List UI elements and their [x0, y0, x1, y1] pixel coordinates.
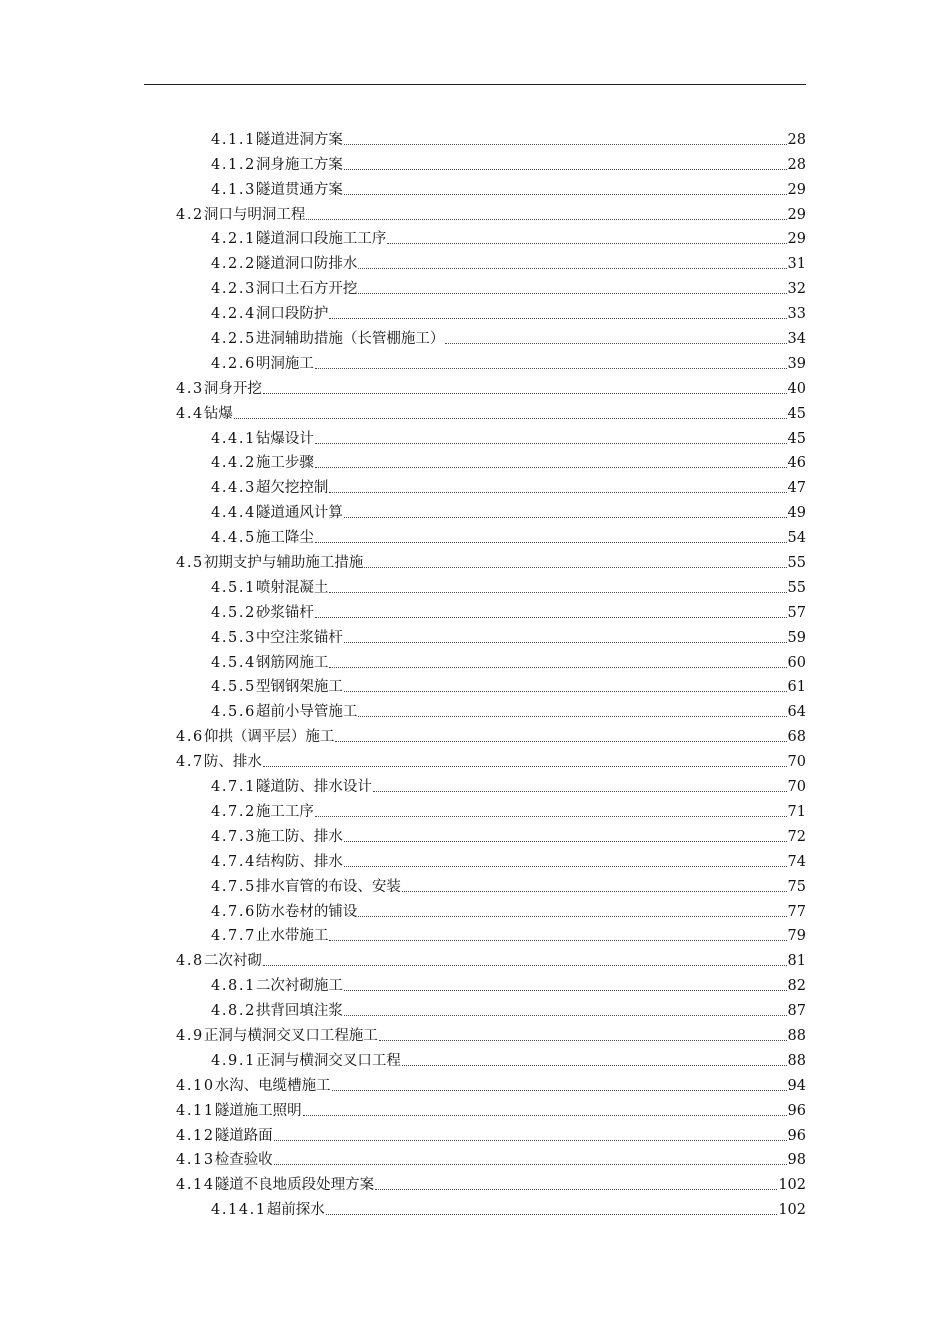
toc-entry[interactable] — [0, 746, 950, 771]
toc-entry-number: 4.1.2 — [211, 156, 256, 173]
toc-entry[interactable] — [0, 323, 950, 348]
toc-entry-number: 4.7.5 — [211, 878, 256, 895]
toc-entry[interactable] — [0, 796, 950, 821]
toc-entry-number: 4.7.4 — [211, 853, 256, 870]
toc-entry[interactable] — [0, 1095, 950, 1120]
toc-entry-number: 4.7 — [176, 754, 204, 771]
toc-entry-number: 4.7.7 — [211, 928, 256, 945]
toc-entry-number: 4.5 — [176, 555, 204, 572]
toc-entry-page: 102 — [778, 1202, 806, 1219]
toc-entry-number: 4.4.3 — [211, 480, 256, 497]
toc-entry-page: 77 — [787, 903, 806, 920]
toc-entry[interactable] — [0, 398, 950, 423]
toc-entry-page: 55 — [787, 579, 806, 596]
toc-entry-title: 超欠挖控制 — [255, 480, 329, 497]
toc-entry-title: 钻爆设计 — [255, 430, 314, 447]
toc-dot-leader — [329, 318, 786, 319]
toc-entry[interactable] — [0, 1145, 950, 1170]
toc-entry-title: 型钢钢架施工 — [255, 679, 343, 696]
toc-dot-leader — [344, 169, 787, 170]
toc-entry[interactable] — [0, 248, 950, 273]
toc-entry[interactable] — [0, 1169, 950, 1194]
toc-entry-title: 防、排水 — [203, 754, 262, 771]
toc-entry-title: 防水卷材的铺设 — [255, 903, 358, 920]
toc-entry-page: 47 — [787, 480, 806, 497]
toc-entry-number: 4.2.6 — [211, 355, 256, 372]
toc-dot-leader — [335, 741, 786, 742]
toc-entry-number: 4.9 — [176, 1027, 204, 1044]
toc-entry-number: 4.2 — [176, 206, 204, 223]
toc-entry[interactable] — [0, 597, 950, 622]
table-of-contents — [0, 124, 950, 1219]
toc-dot-leader — [329, 667, 786, 668]
toc-dot-leader — [402, 891, 787, 892]
toc-entry[interactable] — [0, 149, 950, 174]
toc-entry-page: 59 — [787, 629, 806, 646]
toc-dot-leader — [344, 144, 787, 145]
toc-entry-page: 98 — [787, 1152, 806, 1169]
toc-entry-title: 进洞辅助措施（长管棚施工） — [255, 331, 445, 348]
toc-entry-number: 4.7.1 — [211, 779, 256, 796]
toc-dot-leader — [315, 443, 787, 444]
toc-entry-title: 初期支护与辅助施工措施 — [203, 555, 364, 572]
toc-dot-leader — [358, 268, 786, 269]
toc-entry[interactable] — [0, 348, 950, 373]
toc-entry-page: 40 — [787, 380, 806, 397]
toc-entry-number: 4.1.3 — [211, 181, 256, 198]
toc-entry-number: 4.4.2 — [211, 455, 256, 472]
toc-entry-page: 29 — [787, 181, 806, 198]
toc-entry-page: 45 — [787, 405, 806, 422]
toc-entry[interactable] — [0, 224, 950, 249]
toc-entry-number: 4.2.2 — [211, 256, 256, 273]
toc-entry-page: 29 — [787, 231, 806, 248]
toc-entry-number: 4.5.6 — [211, 704, 256, 721]
toc-entry[interactable] — [0, 945, 950, 970]
toc-entry-number: 4.2.4 — [211, 306, 256, 323]
toc-entry-number: 4.5.1 — [211, 579, 256, 596]
toc-dot-leader — [344, 691, 787, 692]
toc-entry-page: 96 — [787, 1102, 806, 1119]
toc-entry[interactable] — [0, 696, 950, 721]
toc-dot-leader — [329, 592, 786, 593]
toc-dot-leader — [344, 990, 787, 991]
toc-dot-leader — [344, 194, 787, 195]
toc-entry-number: 4.9.1 — [211, 1052, 256, 1069]
toc-entry-title: 正洞与横洞交叉口工程施工 — [203, 1027, 378, 1044]
toc-entry[interactable] — [0, 1070, 950, 1095]
toc-entry[interactable] — [0, 497, 950, 522]
toc-entry-page: 29 — [787, 206, 806, 223]
toc-entry-page: 81 — [787, 953, 806, 970]
toc-entry-number: 4.8 — [176, 953, 204, 970]
toc-dot-leader — [344, 1015, 787, 1016]
toc-dot-leader — [332, 1090, 787, 1091]
toc-entry-title: 检查验收 — [214, 1152, 273, 1169]
toc-entry[interactable] — [0, 522, 950, 547]
toc-entry-page: 32 — [787, 281, 806, 298]
toc-entry-number: 4.2.1 — [211, 231, 256, 248]
toc-entry-number: 4.7.3 — [211, 828, 256, 845]
toc-dot-leader — [373, 791, 787, 792]
toc-entry[interactable] — [0, 174, 950, 199]
toc-entry-title: 隧道施工照明 — [214, 1102, 302, 1119]
toc-entry[interactable] — [0, 423, 950, 448]
toc-entry-title: 施工防、排水 — [255, 828, 343, 845]
toc-dot-leader — [274, 1164, 787, 1165]
toc-dot-leader — [364, 567, 786, 568]
toc-entry-number: 4.7.6 — [211, 903, 256, 920]
toc-entry-title: 隧道洞口防排水 — [255, 256, 358, 273]
toc-entry-title: 隧道通风计算 — [255, 505, 343, 522]
toc-entry-page: 34 — [787, 331, 806, 348]
toc-entry-page: 60 — [787, 654, 806, 671]
toc-entry[interactable] — [0, 572, 950, 597]
toc-entry[interactable] — [0, 273, 950, 298]
toc-entry-title: 拱背回填注浆 — [255, 1003, 343, 1020]
toc-entry-page: 45 — [787, 430, 806, 447]
toc-entry-title: 砂浆锚杆 — [255, 604, 314, 621]
toc-entry-number: 4.5.5 — [211, 679, 256, 696]
toc-dot-leader — [402, 1065, 787, 1066]
toc-entry[interactable] — [0, 721, 950, 746]
toc-dot-leader — [344, 866, 787, 867]
toc-entry-title: 钻爆 — [203, 405, 233, 422]
toc-entry-title: 水沟、电缆槽施工 — [214, 1077, 331, 1094]
toc-dot-leader — [263, 393, 787, 394]
header-rule — [144, 84, 806, 85]
toc-entry[interactable] — [0, 1020, 950, 1045]
toc-entry-page: 96 — [787, 1127, 806, 1144]
toc-entry[interactable] — [0, 871, 950, 896]
toc-entry-title: 施工降尘 — [255, 530, 314, 547]
toc-dot-leader — [306, 219, 786, 220]
toc-entry-title: 排水盲管的布设、安装 — [255, 878, 401, 895]
toc-entry[interactable] — [0, 970, 950, 995]
toc-entry-number: 4.14.1 — [211, 1202, 267, 1219]
toc-entry-title: 超前小导管施工 — [255, 704, 358, 721]
toc-entry[interactable] — [0, 199, 950, 224]
toc-dot-leader — [445, 343, 786, 344]
toc-entry-number: 4.10 — [176, 1077, 215, 1094]
toc-entry-page: 79 — [787, 928, 806, 945]
toc-entry-title: 隧道洞口段施工工序 — [255, 231, 387, 248]
toc-entry-page: 94 — [787, 1077, 806, 1094]
toc-entry-number: 4.11 — [176, 1102, 215, 1119]
toc-entry-title: 钢筋网施工 — [255, 654, 329, 671]
toc-entry-page: 88 — [787, 1027, 806, 1044]
toc-dot-leader — [344, 841, 787, 842]
toc-entry-number: 4.5.3 — [211, 629, 256, 646]
toc-entry-title: 二次衬砌施工 — [255, 978, 343, 995]
toc-entry-number: 4.13 — [176, 1152, 215, 1169]
toc-dot-leader — [303, 1115, 787, 1116]
toc-entry-title: 止水带施工 — [255, 928, 329, 945]
toc-entry-number: 4.2.3 — [211, 281, 256, 298]
toc-dot-leader — [315, 816, 787, 817]
toc-entry-page: 68 — [787, 729, 806, 746]
toc-entry-title: 施工步骤 — [255, 455, 314, 472]
toc-entry-page: 72 — [787, 828, 806, 845]
toc-entry-title: 中空注浆锚杆 — [255, 629, 343, 646]
toc-entry-number: 4.5.4 — [211, 654, 256, 671]
toc-entry-title: 洞口段防护 — [255, 306, 329, 323]
toc-entry[interactable] — [0, 373, 950, 398]
toc-entry-page: 55 — [787, 555, 806, 572]
toc-entry-title: 洞口土石方开挖 — [255, 281, 358, 298]
toc-dot-leader — [263, 766, 787, 767]
toc-entry-title: 洞身施工方案 — [255, 156, 343, 173]
toc-entry[interactable] — [0, 1045, 950, 1070]
toc-dot-leader — [375, 1189, 777, 1190]
toc-entry-page: 57 — [787, 604, 806, 621]
toc-entry-title: 隧道不良地质段处理方案 — [214, 1177, 375, 1194]
toc-entry-title: 超前探水 — [266, 1202, 325, 1219]
toc-entry-page: 74 — [787, 853, 806, 870]
toc-entry-title: 喷射混凝土 — [255, 579, 329, 596]
toc-entry[interactable] — [0, 298, 950, 323]
toc-dot-leader — [358, 916, 786, 917]
toc-entry[interactable] — [0, 821, 950, 846]
toc-entry[interactable] — [0, 622, 950, 647]
toc-entry-number: 4.8.2 — [211, 1003, 256, 1020]
toc-entry[interactable] — [0, 846, 950, 871]
toc-dot-leader — [326, 1214, 778, 1215]
toc-entry-title: 洞身开挖 — [203, 380, 262, 397]
toc-entry-page: 31 — [787, 256, 806, 273]
toc-entry-page: 54 — [787, 530, 806, 547]
toc-entry-page: 75 — [787, 878, 806, 895]
toc-dot-leader — [315, 467, 787, 468]
toc-dot-leader — [379, 1040, 787, 1041]
toc-entry-number: 4.3 — [176, 380, 204, 397]
toc-entry-page: 102 — [778, 1177, 806, 1194]
toc-entry[interactable] — [0, 995, 950, 1020]
toc-entry-page: 70 — [787, 779, 806, 796]
toc-entry[interactable] — [0, 547, 950, 572]
toc-entry-page: 39 — [787, 355, 806, 372]
toc-entry-page: 49 — [787, 505, 806, 522]
toc-entry-page: 61 — [787, 679, 806, 696]
toc-entry[interactable] — [0, 448, 950, 473]
toc-entry-page: 33 — [787, 306, 806, 323]
toc-entry[interactable] — [0, 1194, 950, 1219]
toc-entry[interactable] — [0, 472, 950, 497]
toc-entry-number: 4.4.5 — [211, 530, 256, 547]
toc-entry-page: 82 — [787, 978, 806, 995]
toc-entry[interactable] — [0, 896, 950, 921]
toc-dot-leader — [234, 418, 787, 419]
toc-entry-page: 46 — [787, 455, 806, 472]
toc-entry-title: 施工工序 — [255, 803, 314, 820]
toc-dot-leader — [315, 368, 787, 369]
toc-entry[interactable] — [0, 672, 950, 697]
toc-entry-title: 二次衬砌 — [203, 953, 262, 970]
toc-entry-number: 4.1.1 — [211, 131, 256, 148]
toc-dot-leader — [329, 940, 786, 941]
toc-dot-leader — [387, 243, 786, 244]
toc-dot-leader — [344, 642, 787, 643]
toc-dot-leader — [263, 965, 787, 966]
toc-dot-leader — [315, 542, 787, 543]
toc-entry-title: 明洞施工 — [255, 355, 314, 372]
toc-entry-page: 71 — [787, 803, 806, 820]
toc-entry-number: 4.2.5 — [211, 331, 256, 348]
toc-entry-number: 4.4.1 — [211, 430, 256, 447]
toc-entry-page: 88 — [787, 1052, 806, 1069]
toc-entry-page: 28 — [787, 131, 806, 148]
toc-entry-number: 4.5.2 — [211, 604, 256, 621]
toc-dot-leader — [344, 517, 787, 518]
toc-entry-title: 洞口与明洞工程 — [203, 206, 306, 223]
toc-entry[interactable] — [0, 647, 950, 672]
toc-entry-page: 70 — [787, 754, 806, 771]
toc-entry-page: 28 — [787, 156, 806, 173]
toc-entry[interactable] — [0, 124, 950, 149]
toc-entry-title: 隧道贯通方案 — [255, 181, 343, 198]
toc-entry-title: 正洞与横洞交叉口工程 — [255, 1052, 401, 1069]
toc-dot-leader — [329, 492, 786, 493]
toc-entry-title: 结构防、排水 — [255, 853, 343, 870]
toc-entry-title: 隧道防、排水设计 — [255, 779, 372, 796]
toc-entry-number: 4.12 — [176, 1127, 215, 1144]
toc-entry[interactable] — [0, 1120, 950, 1145]
toc-entry-number: 4.6 — [176, 729, 204, 746]
toc-entry-number: 4.7.2 — [211, 803, 256, 820]
toc-entry-number: 4.8.1 — [211, 978, 256, 995]
toc-entry[interactable] — [0, 771, 950, 796]
toc-entry-number: 4.14 — [176, 1177, 215, 1194]
toc-dot-leader — [358, 716, 786, 717]
toc-entry[interactable] — [0, 921, 950, 946]
toc-dot-leader — [358, 293, 786, 294]
toc-dot-leader — [315, 617, 787, 618]
toc-entry-title: 仰拱（调平层）施工 — [203, 729, 335, 746]
toc-entry-title: 隧道路面 — [214, 1127, 273, 1144]
toc-entry-page: 64 — [787, 704, 806, 721]
toc-entry-page: 87 — [787, 1003, 806, 1020]
toc-entry-number: 4.4 — [176, 405, 204, 422]
toc-dot-leader — [274, 1140, 787, 1141]
toc-entry-title: 隧道进洞方案 — [255, 131, 343, 148]
toc-entry-number: 4.4.4 — [211, 505, 256, 522]
